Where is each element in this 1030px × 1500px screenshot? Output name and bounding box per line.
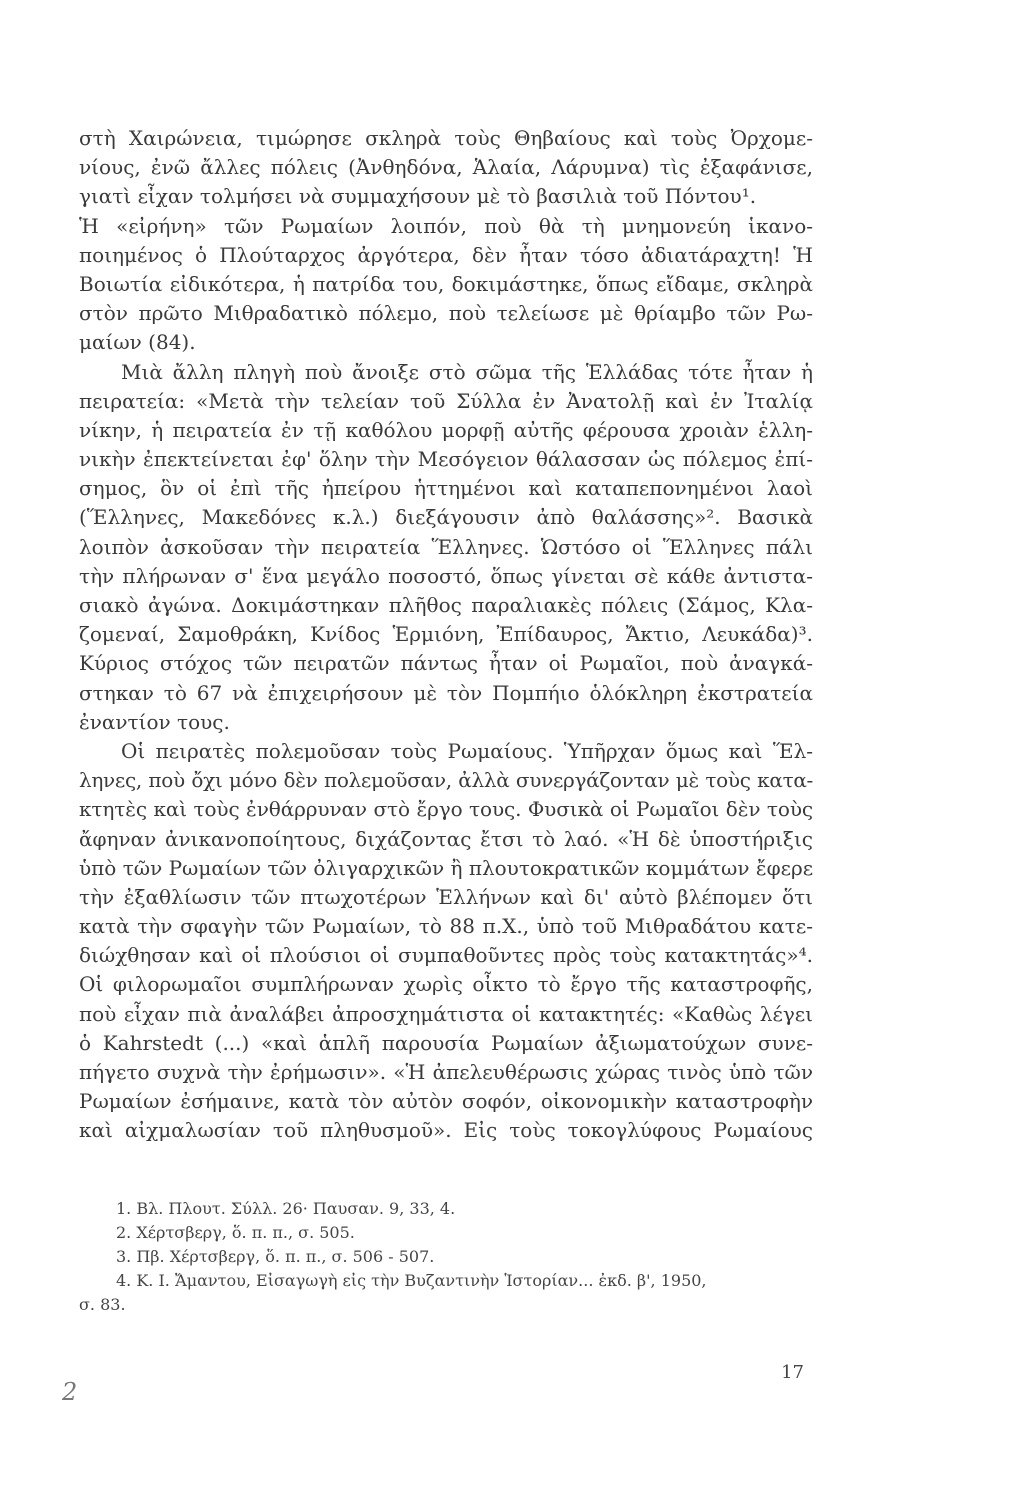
text-line: Ἡ «εἰρήνη» τῶν Ρωμαίων λοιπόν, ποὺ θὰ τὴ μνημονεύη ἱκανο- <box>79 213 813 238</box>
text-line: κατὰ τὴν σφαγὴν τῶν Ρωμαίων, τὸ 88 π.Χ., ὑπὸ τοῦ Μιθραδάτου κατε- <box>79 914 813 939</box>
text-line: τὴν πλήρωναν σ' ἕνα μεγάλο ποσοστό, ὅπως γίνεται σὲ κάθε ἀντιστα- <box>79 563 813 588</box>
text-line: Οἱ φιλορωμαῖοι συμπλήρωναν χωρὶς οἶκτο τὸ ἔργο τῆς καταστροφῆς, <box>79 972 813 997</box>
footnote: 4. Κ. Ι. Ἄμαντου, Εἰσαγωγὴ εἰς τὴν Βυζαντινὴν Ἱστορίαν... ἐκδ. β', 1950, <box>116 1271 707 1290</box>
text-line: γιατὶ εἶχαν τολμήσει νὰ συμμαχήσουν μὲ τὸ βασιλιὰ τοῦ Πόντου¹. <box>79 184 757 209</box>
text-line: σημος, ὃν οἱ ἐπὶ τῆς ἠπείρου ἡττημένοι καὶ καταπεπονημένοι λαοὶ <box>79 476 813 501</box>
text-line: ὑπὸ τῶν Ρωμαίων τῶν ὀλιγαρχικῶν ἢ πλουτοκρατικῶν κομμάτων ἔφερε <box>79 855 814 880</box>
footnote: 1. Βλ. Πλουτ. Σύλλ. 26· Παυσαν. 9, 33, 4. <box>116 1199 456 1218</box>
text-line: ἐναντίον τους. <box>79 709 230 734</box>
text-line: νίκην, ἡ πειρατεία ἐν τῇ καθόλου μορφῇ αὐτῆς φέρουσα χροιὰν ἑλλη- <box>79 417 813 442</box>
text-line: σιακὸ ἀγώνα. Δοκιμάστηκαν πλῆθος παραλιακὲς πόλεις (Σάμος, Κλα- <box>79 593 813 617</box>
text-line: ποὺ εἶχαν πιὰ ἀναλάβει ἀπροσχημάτιστα οἱ κατακτητές: «Καθὼς λέγει <box>79 1001 813 1026</box>
text-line: ποιημένος ὁ Πλούταρχος ἀργότερα, δὲν ἦταν τόσο ἀδιατάραχτη! Ἡ <box>79 242 813 267</box>
footnote: 3. Πβ. Χέρτσβεργ, ὅ. π. π., σ. 506 - 507. <box>116 1247 435 1266</box>
text-line: Κύριος στόχος τῶν πειρατῶν πάντως ἦταν οἱ Ρωμαῖοι, ποὺ ἀναγκά- <box>79 651 813 676</box>
text-line: ληνες, ποὺ ὄχι μόνο δὲν πολεμοῦσαν, ἀλλὰ συνεργάζονταν μὲ τοὺς κατα- <box>79 768 813 793</box>
text-line: στὴ Χαιρώνεια, τιμώρησε σκληρὰ τοὺς Θηβαίους καὶ τοὺς Ὀρχομε- <box>79 126 813 150</box>
page-number: 17 <box>781 1362 804 1383</box>
text-line: ὁ Kahrstedt (...) «καὶ ἁπλῆ παρουσία Ρωμαίων ἀξιωματούχων συνε- <box>79 1030 813 1055</box>
footnote: σ. 83. <box>79 1295 126 1314</box>
text-line: (Ἕλληνες, Μακεδόνες κ.λ.) διεξάγουσιν ἀπὸ θαλάσσης»². Βασικὰ <box>79 505 813 530</box>
text-line: διώχθησαν καὶ οἱ πλούσιοι οἱ συμπαθοῦντες πρὸς τοὺς κατακτητάς»⁴. <box>79 943 813 968</box>
text-line: στηκαν τὸ 67 νὰ ἐπιχειρήσουν μὲ τὸν Πομπήιο ὁλόκληρη ἐκστρατεία <box>79 680 813 705</box>
text-line: Βοιωτία εἰδικότερα, ἡ πατρίδα του, δοκιμάστηκε, ὅπως εἴδαμε, σκληρὰ <box>79 271 813 296</box>
text-line: νίους, ἐνῶ ἄλλες πόλεις (Ἀνθηδόνα, Ἁλαία, Λάρυμνα) τὶς ἐξαφάνισε, <box>79 155 813 180</box>
text-line: μαίων (84). <box>79 330 196 355</box>
text-line: Μιὰ ἄλλη πληγὴ ποὺ ἄνοιξε στὸ σῶμα τῆς Ἑλλάδας τότε ἦταν ἡ <box>121 359 813 384</box>
text-line: Οἱ πειρατὲς πολεμοῦσαν τοὺς Ρωμαίους. Ὑπῆρχαν ὅμως καὶ Ἕλ- <box>121 738 813 763</box>
footnotes <box>79 1197 813 1317</box>
signature-mark: 2 <box>62 1378 78 1406</box>
text-line: ἄφηναν ἀνικανοποίητους, διχάζοντας ἔτσι τὸ λαό. «Ἡ δὲ ὑποστήριξις <box>79 826 813 851</box>
footnote: 2. Χέρτσβεργ, ὅ. π. π., σ. 505. <box>116 1223 355 1242</box>
text-line: πήγετο συχνὰ τὴν ἐρήμωσιν». «Ἡ ἀπελευθέρωσις χώρας τινὸς ὑπὸ τῶν <box>79 1060 813 1084</box>
text-line: νικὴν ἐπεκτείνεται ἐφ' ὅλην τὴν Μεσόγειον θάλασσαν ὡς πόλεμος ἐπί- <box>79 447 813 472</box>
text-line: τὴν ἐξαθλίωσιν τῶν πτωχοτέρων Ἑλλήνων καὶ δι' αὐτὸ βλέπομεν ὅτι <box>79 884 813 909</box>
body-text <box>79 124 813 1146</box>
text-line: στὸν πρῶτο Μιθραδατικὸ πόλεμο, ποὺ τελείωσε μὲ θρίαμβο τῶν Ρω- <box>79 301 813 326</box>
text-line: ζομεναί, Σαμοθράκη, Κνίδος Ἑρμιόνη, Ἐπίδαυρος, Ἄκτιο, Λευκάδα)³. <box>79 622 813 647</box>
text-line: κτητὲς καὶ τοὺς ἐνθάρρυναν στὸ ἔργο τους. Φυσικὰ οἱ Ρωμαῖοι δὲν τοὺς <box>79 797 813 822</box>
text-line: καὶ αἰχμαλωσίαν τοῦ πληθυσμοῦ». Εἰς τοὺς τοκογλύφους Ρωμαίους <box>79 1118 813 1143</box>
text-line: Ρωμαίων ἐσήμαινε, κατὰ τὸν αὐτὸν σοφόν, οἰκονομικὴν καταστροφὴν <box>79 1089 813 1114</box>
text-line: πειρατεία: «Μετὰ τὴν τελείαν τοῦ Σύλλα ἐν Ἀνατολῇ καὶ ἐν Ἰταλίᾳ <box>79 388 813 413</box>
text-line: λοιπὸν ἀσκοῦσαν τὴν πειρατεία Ἕλληνες. Ὡστόσο οἱ Ἕλληνες πάλι <box>79 534 813 559</box>
